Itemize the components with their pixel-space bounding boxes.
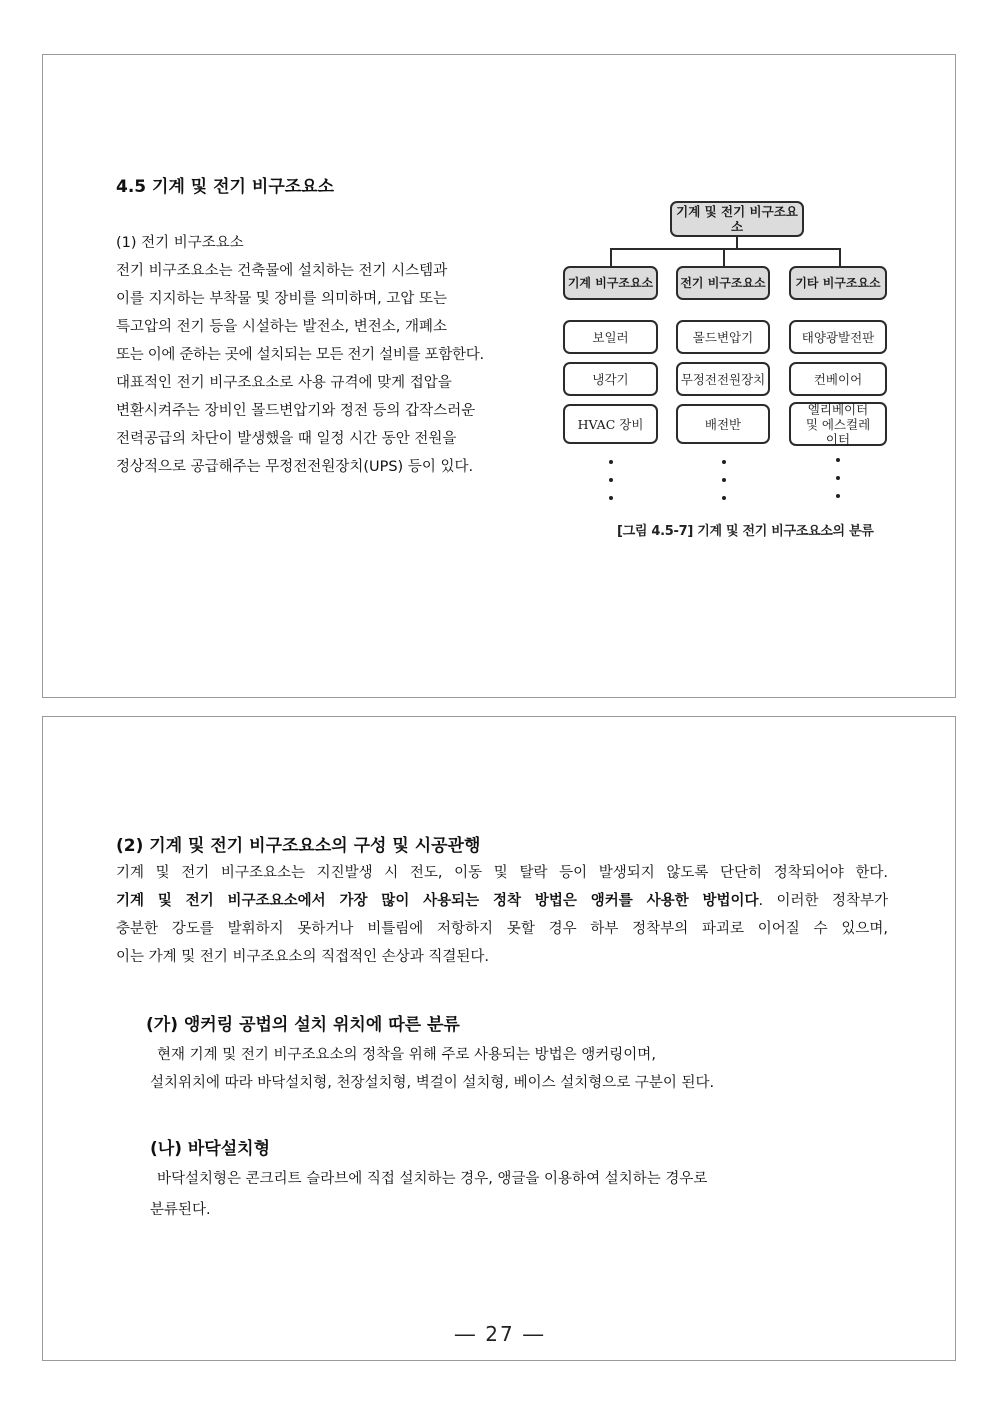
- ellipsis-dot: [722, 460, 726, 464]
- text-line: 설치위치에 따라 바닥설치형, 천장설치형, 벽걸이 설치형, 베이스 설치형으로 구분이 된다.: [150, 1075, 715, 1091]
- subheading-electrical: (1) 전기 비구조요소: [116, 235, 244, 251]
- diagram-item-elevator: 엘리베이터 및 에스컬레이터: [789, 402, 887, 446]
- text-line: 이를 지지하는 부착물 및 장비를 의미하며, 고압 또는: [116, 291, 448, 307]
- text-line: 이는 가계 및 전기 비구조요소의 직접적인 손상과 직결된다.: [116, 949, 490, 965]
- section-heading-na: (나) 바닥설치형: [150, 1139, 270, 1159]
- diagram-item-ups: 무정전전원장치: [676, 362, 770, 396]
- text-line: [116, 887, 888, 915]
- text-line: 기계 및 전기 비구조요소는 지진발생 시 전도, 이동 및 탈락 등이 발생되지 않도록 단단히 정착되어야 한다.: [116, 865, 888, 881]
- section-heading-ga: (가) 앵커링 공법의 설치 위치에 따른 분류: [146, 1015, 460, 1035]
- ellipsis-dot: [722, 496, 726, 500]
- diagram-root-box: 기계 및 전기 비구조요소: [670, 201, 804, 237]
- text-line: 분류된다.: [150, 1202, 211, 1218]
- figure-caption: [그림 4.5-7] 기계 및 전기 비구조요소의 분류: [617, 524, 874, 539]
- construction-practice-paragraph: [116, 859, 888, 971]
- connector: [723, 248, 725, 266]
- diagram-item-chiller: 냉각기: [563, 362, 658, 396]
- text-line: 전력공급의 차단이 발생했을 때 일정 시간 동안 전원을: [116, 431, 457, 447]
- text-span: . 이러한 정착부가: [758, 893, 888, 909]
- ellipsis-dot: [836, 494, 840, 498]
- ellipsis-dot: [836, 458, 840, 462]
- diagram-header-mechanical: 기계 비구조요소: [563, 266, 658, 300]
- diagram-item-transformer: 몰드변압기: [676, 320, 770, 354]
- ellipsis-dot: [836, 476, 840, 480]
- connector: [839, 248, 841, 266]
- text-line: 변환시켜주는 장비인 몰드변압기와 정전 등의 갑작스러운: [116, 403, 476, 419]
- diagram-header-electrical: 전기 비구조요소: [676, 266, 770, 300]
- ellipsis-dot: [609, 460, 613, 464]
- diagram-header-other: 기타 비구조요소: [789, 266, 887, 300]
- bold-key-sentence: 기계 및 전기 비구조요소에서 가장 많이 사용되는 정착 방법은 앵커를 사용한 방법이다: [116, 893, 759, 909]
- diagram-item-boiler: 보일러: [563, 320, 658, 354]
- connector: [610, 248, 840, 250]
- text-line: 정상적으로 공급해주는 무정전전원장치(UPS) 등이 있다.: [116, 459, 474, 475]
- lower-page-frame: [42, 716, 956, 1361]
- text-line: 특고압의 전기 등을 시설하는 발전소, 변전소, 개폐소: [116, 319, 448, 335]
- diagram-item-hvac: HVAC 장비: [563, 404, 658, 444]
- text-line: 대표적인 전기 비구조요소로 사용 규격에 맞게 접압을: [116, 375, 452, 391]
- page-number: ― 27 ―: [454, 1322, 546, 1346]
- section-heading-2: (2) 기계 및 전기 비구조요소의 구성 및 시공관행: [116, 836, 481, 856]
- diagram-item-solar-panel: 태양광발전판: [789, 320, 887, 354]
- text-line: 또는 이에 준하는 곳에 설치되는 모든 전기 설비를 포함한다.: [116, 347, 484, 363]
- text-line: 전기 비구조요소는 건축물에 설치하는 전기 시스템과: [116, 263, 448, 279]
- ellipsis-dot: [609, 478, 613, 482]
- diagram-item-conveyor: 컨베이어: [789, 362, 887, 396]
- diagram-item-switchboard: 배전반: [676, 404, 770, 444]
- electrical-description: [116, 257, 546, 481]
- section-heading-4-5: 4.5 기계 및 전기 비구조요소: [116, 177, 335, 197]
- text-line: 충분한 강도를 발휘하지 못하거나 비틀림에 저항하지 못할 경우 하부 정착부의 파괴로 이어질 수 있으며,: [116, 921, 888, 937]
- classification-diagram: [555, 190, 905, 570]
- text-line: 바닥설치형은 콘크리트 슬라브에 직접 설치하는 경우, 앵글을 이용하여 설치하는 경우로: [157, 1171, 708, 1187]
- text-line: 현재 기계 및 전기 비구조요소의 정착을 위해 주로 사용되는 방법은 앵커링이며,: [157, 1047, 656, 1063]
- ellipsis-dot: [609, 496, 613, 500]
- ellipsis-dot: [722, 478, 726, 482]
- connector: [610, 248, 612, 266]
